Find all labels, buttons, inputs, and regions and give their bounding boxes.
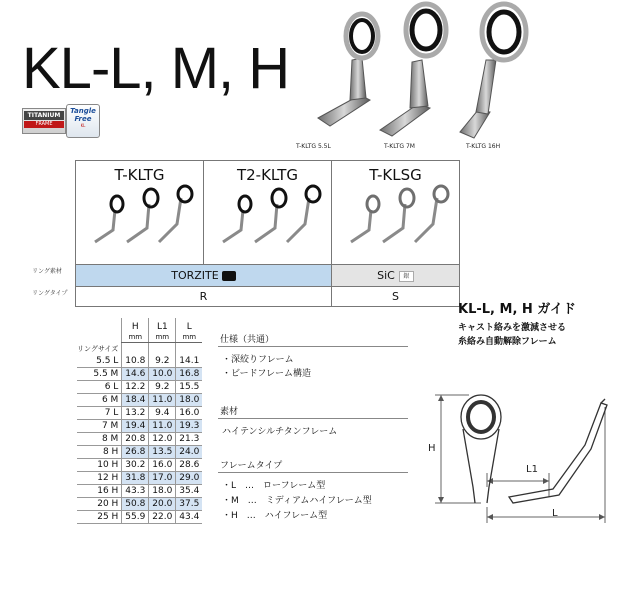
badge-titanium-text: TITANIUM xyxy=(24,111,64,120)
h-cell: 55.9 xyxy=(122,510,149,523)
ring-type-r: R xyxy=(76,287,332,307)
guide-title: KL-L, M, H ガイド xyxy=(458,302,576,317)
model-comparison-table xyxy=(75,160,460,307)
table-row xyxy=(77,445,202,458)
size-cell: 8 M xyxy=(77,432,122,445)
l-cell: 15.5 xyxy=(176,380,203,393)
material-heading: 素材 xyxy=(220,407,239,417)
size-cell: 7 L xyxy=(77,406,122,419)
badge-free-text: Free xyxy=(74,115,92,123)
size-cell: 7 M xyxy=(77,419,122,432)
guide-photo-medium xyxy=(380,4,446,136)
frame-type-item: ・H … ハイフレーム型 xyxy=(222,511,328,521)
frame-type-item: ・L … ローフレーム型 xyxy=(222,481,326,491)
frame-type-item: ・M … ミディアムハイフレーム型 xyxy=(222,496,372,506)
l-cell: 18.0 xyxy=(176,393,203,406)
l1-cell: 11.0 xyxy=(149,419,176,432)
ring-type-s: S xyxy=(332,287,460,307)
size-cell: 5.5 M xyxy=(77,367,122,380)
l-cell: 16.8 xyxy=(176,367,203,380)
guide-trio-photo xyxy=(213,184,323,246)
l1-cell: 20.0 xyxy=(149,497,176,510)
h-cell: 12.2 xyxy=(122,380,149,393)
l1-cell: 13.5 xyxy=(149,445,176,458)
dim-l1-label: L1 xyxy=(526,464,538,475)
guide-trio-photo xyxy=(85,184,195,246)
ring-material-label: リング素材 xyxy=(32,268,62,275)
badge-tangle-text: Tangle xyxy=(70,107,96,115)
l1-cell: 9.2 xyxy=(149,380,176,393)
column-name: T-KLSG xyxy=(369,166,422,184)
ring-material-sic xyxy=(332,264,460,286)
column-t-klsg xyxy=(332,161,460,265)
l1-cell: 17.0 xyxy=(149,471,176,484)
table-row xyxy=(77,419,202,432)
l1-cell: 22.0 xyxy=(149,510,176,523)
l-cell: 28.6 xyxy=(176,458,203,471)
h-cell: 13.2 xyxy=(122,406,149,419)
spec-item: ・ビードフレーム構造 xyxy=(222,369,312,379)
size-cell: 8 H xyxy=(77,445,122,458)
l-cell: 19.3 xyxy=(176,419,203,432)
l1-cell: 10.0 xyxy=(149,367,176,380)
frame-type-divider xyxy=(218,472,408,473)
material-divider xyxy=(218,418,408,419)
l1-cell: 18.0 xyxy=(149,484,176,497)
l-cell: 24.0 xyxy=(176,445,203,458)
h-cell: 19.4 xyxy=(122,419,149,432)
l1-cell: 9.2 xyxy=(149,355,176,368)
ring-type-label: リングタイプ xyxy=(32,290,68,297)
l-cell: 37.5 xyxy=(176,497,203,510)
l1-cell: 9.4 xyxy=(149,406,176,419)
guide-side-view xyxy=(509,399,607,503)
sic-text: SiC xyxy=(377,269,395,282)
spec-divider xyxy=(218,346,408,347)
column-name: T-KLTG xyxy=(114,166,165,184)
l-cell: 43.4 xyxy=(176,510,203,523)
h-cell: 14.6 xyxy=(122,367,149,380)
size-cell: 10 H xyxy=(77,458,122,471)
caption-medium: T-KLTG 7M xyxy=(384,143,415,150)
dimension-diagram xyxy=(425,385,635,535)
h-cell: 31.8 xyxy=(122,471,149,484)
l-cell: 16.0 xyxy=(176,406,203,419)
guide-description-line: キャスト絡みを激減させる xyxy=(458,323,567,333)
guide-photos xyxy=(300,0,640,150)
h-cell: 10.8 xyxy=(122,355,149,368)
badge-kl-text: KL xyxy=(80,123,86,128)
tangle-free-badge xyxy=(66,104,100,138)
table-row xyxy=(77,380,202,393)
l1-cell: 11.0 xyxy=(149,393,176,406)
l-cell: 35.4 xyxy=(176,484,203,497)
l-cell: 14.1 xyxy=(176,355,203,368)
column-t-kltg xyxy=(76,161,204,265)
table-row xyxy=(77,406,202,419)
table-row xyxy=(77,471,202,484)
ring-size-label: リングサイズ xyxy=(77,344,119,353)
sic-chip-icon: 銀 xyxy=(399,271,414,282)
page-title: KL-L, M, H xyxy=(22,36,290,101)
table-row xyxy=(77,367,202,380)
h-cell: 50.8 xyxy=(122,497,149,510)
caption-small: T-KLTG 5.5L xyxy=(296,143,331,150)
l-cell: 29.0 xyxy=(176,471,203,484)
guide-photo-small xyxy=(318,14,378,126)
column-t2-kltg xyxy=(204,161,332,265)
size-cell: 16 H xyxy=(77,484,122,497)
size-cell: 6 M xyxy=(77,393,122,406)
header-l: L mm xyxy=(176,318,203,343)
size-cell: 25 H xyxy=(77,510,122,523)
spec-heading: 仕様（共通） xyxy=(220,335,275,345)
ring-material-torzite xyxy=(76,264,332,286)
table-row xyxy=(77,393,202,406)
header-h: H mm xyxy=(122,318,149,343)
torzite-chip-icon xyxy=(222,271,236,281)
l-cell: 21.3 xyxy=(176,432,203,445)
size-cell: 12 H xyxy=(77,471,122,484)
size-table xyxy=(77,318,202,524)
h-cell: 43.3 xyxy=(122,484,149,497)
h-cell: 18.4 xyxy=(122,393,149,406)
size-cell: 6 L xyxy=(77,380,122,393)
guide-trio-photo xyxy=(341,184,451,246)
guide-photo-large xyxy=(460,4,526,138)
dim-h-label: H xyxy=(428,443,436,454)
table-row xyxy=(77,484,202,497)
material-text: ハイテンシルチタンフレーム xyxy=(222,427,338,437)
frame-type-heading: フレームタイプ xyxy=(220,461,283,471)
size-cell: 5.5 L xyxy=(77,355,122,368)
caption-large: T-KLTG 16H xyxy=(466,143,501,150)
table-row xyxy=(77,432,202,445)
table-row xyxy=(77,510,202,523)
badge-frame-text: FRAME xyxy=(24,121,64,128)
dim-l-label: L xyxy=(552,508,558,519)
guide-front-view xyxy=(461,395,501,503)
size-cell: 20 H xyxy=(77,497,122,510)
header-l1: L1 mm xyxy=(149,318,176,343)
h-cell: 30.2 xyxy=(122,458,149,471)
h-cell: 26.8 xyxy=(122,445,149,458)
spec-item: ・深絞りフレーム xyxy=(222,355,294,365)
torzite-text: TORZITE xyxy=(171,269,219,282)
titanium-frame-badge xyxy=(22,108,66,134)
column-name: T2-KLTG xyxy=(236,166,299,184)
l1-cell: 16.0 xyxy=(149,458,176,471)
table-row xyxy=(77,355,202,368)
table-row xyxy=(77,497,202,510)
l1-cell: 12.0 xyxy=(149,432,176,445)
h-cell: 20.8 xyxy=(122,432,149,445)
table-row xyxy=(77,458,202,471)
guide-description-line: 糸絡み自動解除フレーム xyxy=(458,337,557,347)
